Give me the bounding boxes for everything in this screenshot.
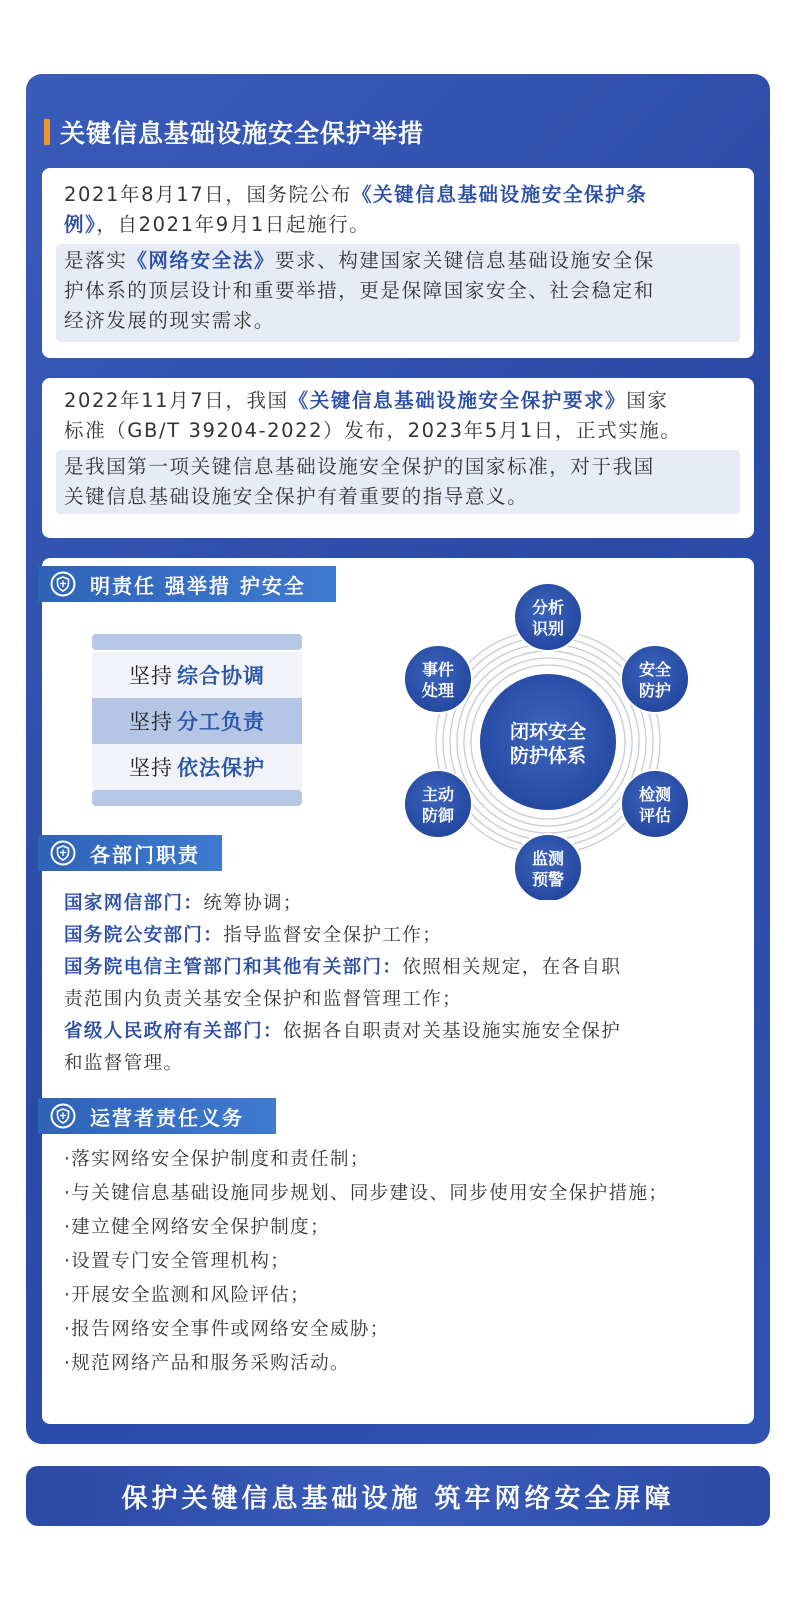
- persist-bottom-cap: [92, 790, 302, 806]
- node-label-1: 分析: [531, 598, 565, 617]
- dept-telecom: [64, 952, 724, 983]
- node-label-2: 评估: [638, 806, 672, 825]
- dept-provincial-cont: 和监督管理。: [64, 1053, 184, 1074]
- node-incident: [404, 645, 472, 713]
- title-accent-bar: [44, 119, 50, 145]
- persist-item-label: 分工负责: [177, 710, 265, 734]
- dept-name: 国家网信部门：: [64, 893, 204, 914]
- tag-operator-label: 运营者责任义务: [90, 1105, 244, 1130]
- dept-cac: [64, 888, 724, 919]
- persist-prefix: 坚持: [129, 756, 173, 780]
- node-label-2: 预警: [531, 870, 565, 889]
- node-label-1: 检测: [638, 785, 672, 804]
- persist-prefix: 坚持: [129, 710, 173, 734]
- dept-duty: 指导监督安全保护工作；: [223, 925, 443, 946]
- card1-line5: 经济发展的现实需求。: [64, 309, 276, 332]
- persist-prefix: 坚持: [129, 664, 173, 688]
- card2-line1: [64, 386, 732, 416]
- node-protection: [621, 645, 689, 713]
- node-label-1: 事件: [421, 660, 455, 679]
- dept-telecom-cont: 责范围内负责关基安全保护和监督管理工作；: [64, 989, 463, 1010]
- standard-card: [42, 378, 754, 538]
- card2-line1-c: 国家: [626, 389, 669, 412]
- persist-item-division: [92, 698, 302, 744]
- regulation-card: [42, 168, 754, 358]
- node-label-2: 防御: [421, 806, 455, 825]
- dept-name: 国务院公安部门：: [64, 925, 224, 946]
- node-assessment: [621, 770, 689, 838]
- persist-top-cap: [92, 634, 302, 650]
- card1-line3: [64, 246, 732, 276]
- center-label-2: 防护体系: [509, 745, 587, 767]
- tag-departments-label: 各部门职责: [90, 842, 200, 867]
- law-name: 《网络安全法》: [127, 249, 276, 272]
- card1-line4: 护体系的顶层设计和重要举措，更是保障国家安全、社会稳定和: [64, 279, 655, 302]
- node-label-2: 处理: [421, 681, 455, 700]
- list-item: ·建立健全网络安全保护制度；: [64, 1217, 330, 1238]
- dept-duty: 依据各自职责对关基设施实施安全保护: [282, 1021, 622, 1042]
- dept-name: 省级人民政府有关部门：: [64, 1021, 283, 1042]
- card1-line3-c: 要求、构建国家关键信息基础设施安全保: [275, 249, 655, 272]
- dept-public-security: [64, 920, 724, 951]
- dept-provincial: [64, 1016, 724, 1047]
- card2-line2: 标准（GB/T 39204-2022）发布，2023年5月1日，正式实施。: [64, 419, 682, 442]
- dept-duty: 统筹协调；: [203, 893, 303, 914]
- persist-item-coordination: [92, 652, 302, 698]
- card1-date-text: 2021年8月17日，国务院公布: [64, 183, 352, 206]
- list-item: ·规范网络产品和服务采购活动。: [64, 1353, 350, 1374]
- persist-item-law: [92, 744, 302, 790]
- diagram-svg: [398, 584, 698, 900]
- regulation-name: 《关键信息基础设施安全保护条: [351, 183, 648, 206]
- node-label-1: 监测: [531, 849, 565, 868]
- node-defense: [404, 770, 472, 838]
- list-item: ·开展安全监测和风险评估；: [64, 1285, 311, 1306]
- tag-departments: [38, 835, 222, 871]
- standard-name: 《关键信息基础设施安全保护要求》: [288, 389, 627, 412]
- node-label-1: 主动: [421, 785, 455, 804]
- tag-responsibility-label: 明责任 强举措 护安全: [90, 573, 306, 598]
- closed-loop-diagram: [398, 584, 698, 900]
- card1-line2: [64, 210, 732, 240]
- card1-line3-a: 是落实: [64, 249, 128, 272]
- footer-slogan: 保护关键信息基础设施 筑牢网络安全屏障: [26, 1466, 770, 1526]
- card2-line3: 是我国第一项关键信息基础设施安全保护的国家标准，对于我国: [64, 455, 655, 478]
- dept-name: 国务院电信主管部门和其他有关部门：: [64, 957, 403, 978]
- node-label-2: 防护: [638, 681, 672, 700]
- card1-line1: [64, 180, 732, 210]
- tag-operator: [38, 1098, 276, 1134]
- page-title: [44, 112, 424, 152]
- center-label-1: 闭环安全: [509, 721, 587, 743]
- persist-item-label: 综合协调: [177, 664, 265, 688]
- node-label-2: 识别: [531, 619, 565, 638]
- shield-icon: [50, 1103, 76, 1129]
- node-label-1: 安全: [638, 660, 672, 679]
- persist-item-label: 依法保护: [177, 756, 265, 780]
- shield-icon: [50, 571, 76, 597]
- node-analysis: [514, 584, 582, 651]
- shield-icon: [50, 840, 76, 866]
- regulation-name-end: 例》: [64, 213, 97, 236]
- list-item: ·设置专门安全管理机构；: [64, 1251, 291, 1272]
- dept-duty: 依照相关规定，在各自职: [402, 957, 622, 978]
- persist-list: [92, 650, 302, 820]
- list-item: ·报告网络安全事件或网络安全威胁；: [64, 1319, 390, 1340]
- list-item: ·落实网络安全保护制度和责任制；: [64, 1149, 370, 1170]
- card2-date-text: 2022年11月7日，我国: [64, 389, 289, 412]
- list-item: ·与关键信息基础设施同步规划、同步建设、同步使用安全保护措施；: [64, 1183, 669, 1204]
- card2-line4: 关键信息基础设施安全保护有着重要的指导意义。: [64, 485, 529, 508]
- tag-responsibility: [38, 566, 336, 602]
- page-title-text: 关键信息基础设施安全保护举措: [60, 119, 425, 148]
- card1-effective-text: ，自2021年9月1日起施行。: [96, 213, 371, 236]
